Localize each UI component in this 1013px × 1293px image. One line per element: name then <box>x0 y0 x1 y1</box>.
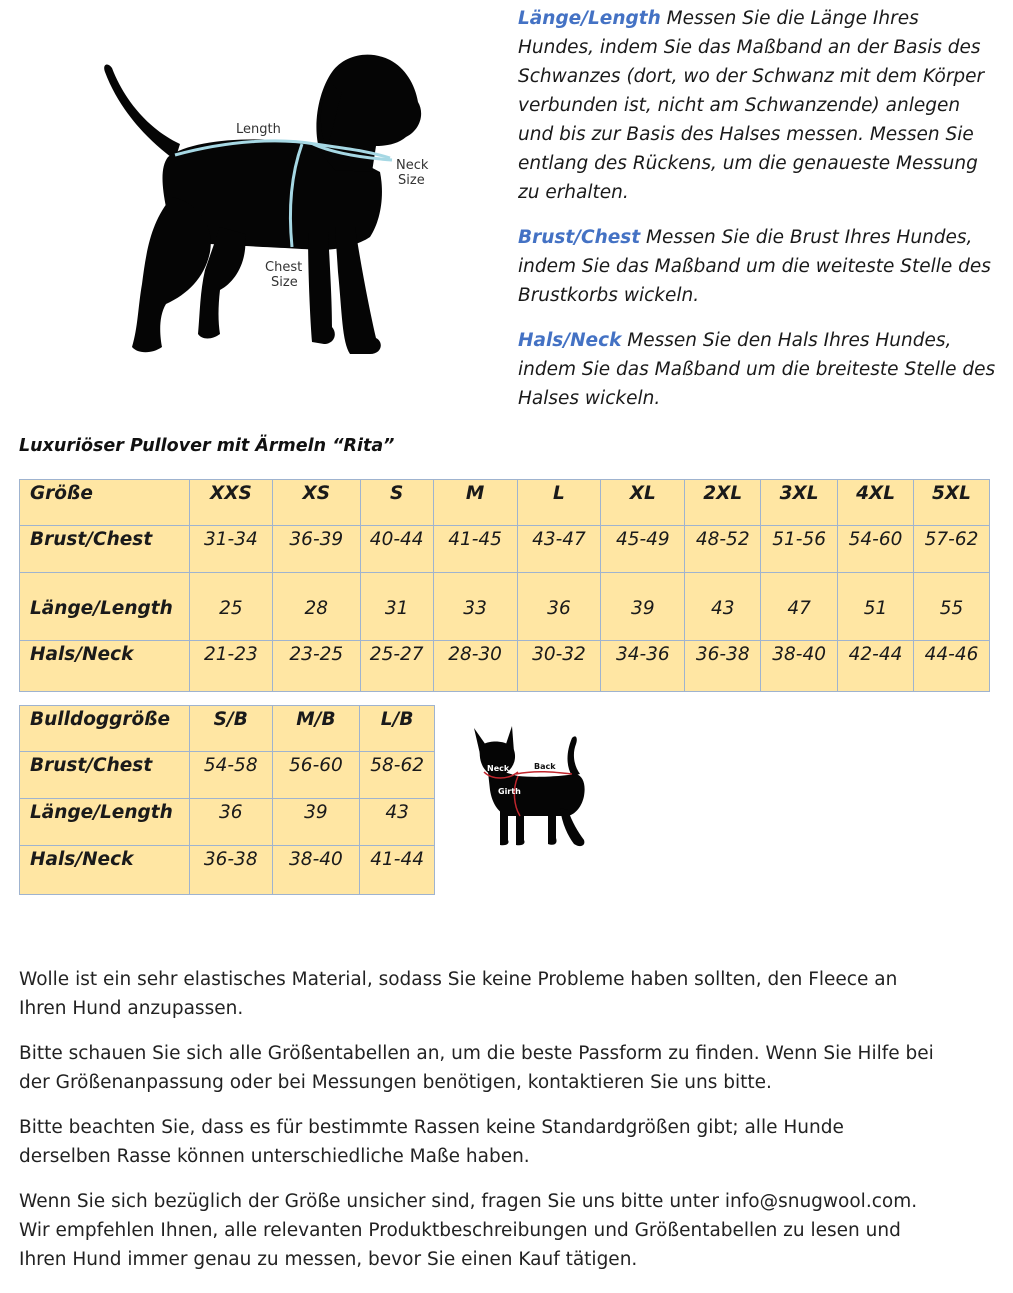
bulldog-size-table <box>19 705 435 895</box>
neck-term: Hals/Neck <box>518 330 622 351</box>
size-header-cell: 2XL <box>685 480 761 526</box>
table-cell: 48-52 <box>685 526 761 573</box>
bulldog-header-cell: L/B <box>360 706 435 752</box>
small-dog-silhouette <box>474 726 585 846</box>
table-cell: 36-38 <box>189 846 272 895</box>
size-header-cell: M <box>433 480 517 526</box>
table-cell: 36 <box>189 799 272 846</box>
chest-label-line2: Size <box>271 275 298 290</box>
table-row <box>20 752 435 799</box>
table-cell: 38-40 <box>272 846 360 895</box>
table-cell: 43-47 <box>517 526 601 573</box>
table-cell: 39 <box>272 799 360 846</box>
length-label: Length <box>236 122 281 137</box>
table-cell: 36-38 <box>685 641 761 692</box>
table-cell: 51 <box>838 573 914 641</box>
table-cell: 36-39 <box>272 526 360 573</box>
size-header-cell: S <box>360 480 433 526</box>
table-cell: 44-46 <box>913 641 989 692</box>
dog-silhouette <box>104 55 421 354</box>
table-cell: 54-60 <box>838 526 914 573</box>
small-dog-diagram <box>468 718 598 858</box>
table-cell: 31 <box>360 573 433 641</box>
table-cell: 43 <box>685 573 761 641</box>
row-label: Hals/Neck <box>20 641 190 692</box>
table-cell: 47 <box>761 573 838 641</box>
bulldog-header-label: Bulldoggröße <box>20 706 190 752</box>
bulldog-header-cell: S/B <box>189 706 272 752</box>
table-cell: 28 <box>272 573 360 641</box>
size-header-cell: XS <box>272 480 360 526</box>
table-cell: 45-49 <box>601 526 685 573</box>
chest-label-line1: Chest <box>265 260 303 275</box>
length-text: Messen Sie die Länge Ihres Hundes, indem Sie das Maßband an der Basis des Schwanzes (dort, wo der Schwanz mit dem Körper verbunden ist, nicht am Schwanzende) anlegen und bis zur Basis des Halses messen. Messen Sie entlang des Rückens, um die genaueste Messung zu erhalten. <box>518 8 985 203</box>
dog-measurement-diagram <box>80 22 440 367</box>
small-back-line <box>516 772 572 774</box>
length-instruction <box>518 4 998 207</box>
chest-term: Brust/Chest <box>518 227 641 248</box>
table-cell: 31-34 <box>189 526 272 573</box>
table-cell: 51-56 <box>761 526 838 573</box>
size-header-label: Größe <box>20 480 190 526</box>
footer-paragraph: Wolle ist ein sehr elastisches Material, sodass Sie keine Probleme haben sollten, den Fleece an Ihren Hund anzupassen. <box>19 969 898 1019</box>
neck-label-line1: Neck <box>396 158 429 173</box>
bulldog-header-row <box>20 706 435 752</box>
table-cell: 42-44 <box>838 641 914 692</box>
chest-text: Messen Sie die Brust Ihres Hundes, indem Sie das Maßband um die weiteste Stelle des Brustkorbs wickeln. <box>518 227 991 306</box>
table-row <box>20 526 990 573</box>
size-header-row <box>20 480 990 526</box>
size-header-cell: 4XL <box>838 480 914 526</box>
table-cell: 56-60 <box>272 752 360 799</box>
small-girth-label: Girth <box>498 787 521 796</box>
table-cell: 39 <box>601 573 685 641</box>
table-row <box>20 641 990 692</box>
size-header-cell: 5XL <box>913 480 989 526</box>
neck-label-line2: Size <box>398 173 425 188</box>
small-back-label: Back <box>534 762 556 771</box>
table-cell: 28-30 <box>433 641 517 692</box>
table-cell: 54-58 <box>189 752 272 799</box>
table-cell: 38-40 <box>761 641 838 692</box>
table-row <box>20 799 435 846</box>
table-cell: 57-62 <box>913 526 989 573</box>
row-label: Brust/Chest <box>20 526 190 573</box>
row-label: Hals/Neck <box>20 846 190 895</box>
neck-instruction <box>518 326 998 413</box>
footer-paragraph: Bitte schauen Sie sich alle Größentabellen an, um die beste Passform zu finden. Wenn Sie Hilfe bei der Größenanpassung oder bei Messungen benötigen, kontaktieren Sie uns bitte. <box>19 1043 934 1093</box>
row-label: Länge/Length <box>20 573 190 641</box>
row-label: Brust/Chest <box>20 752 190 799</box>
footer-paragraph: Wenn Sie sich bezüglich der Größe unsicher sind, fragen Sie uns bitte unter info@snugwool.com. Wir empfehlen Ihnen, alle relevanten Produktbeschreibungen und Größentabellen zu lesen und Ihren Hund immer genau zu messen, bevor Sie einen Kauf tätigen. <box>19 1191 918 1270</box>
table-cell: 55 <box>913 573 989 641</box>
table-row <box>20 573 990 641</box>
small-neck-label: Neck <box>487 764 510 773</box>
chest-instruction <box>518 223 998 310</box>
length-term: Länge/Length <box>518 8 661 29</box>
table-cell: 25-27 <box>360 641 433 692</box>
footer-notes <box>19 965 939 1290</box>
measurement-instructions <box>518 4 998 429</box>
table-cell: 25 <box>189 573 272 641</box>
neck-text: Messen Sie den Hals Ihres Hundes, indem Sie das Maßband um die breiteste Stelle des Halses wickeln. <box>518 330 996 409</box>
footer-paragraph: Bitte beachten Sie, dass es für bestimmte Rassen keine Standardgrößen gibt; alle Hunde derselben Rasse können unterschiedliche Maße haben. <box>19 1117 844 1167</box>
product-title: Luxuriöser Pullover mit Ärmeln “Rita” <box>19 436 395 456</box>
table-cell: 43 <box>360 799 435 846</box>
table-row <box>20 846 435 895</box>
size-header-cell: L <box>517 480 601 526</box>
table-cell: 41-45 <box>433 526 517 573</box>
table-cell: 41-44 <box>360 846 435 895</box>
table-cell: 33 <box>433 573 517 641</box>
size-header-cell: XXS <box>189 480 272 526</box>
table-cell: 40-44 <box>360 526 433 573</box>
row-label: Länge/Length <box>20 799 190 846</box>
table-cell: 58-62 <box>360 752 435 799</box>
table-cell: 30-32 <box>517 641 601 692</box>
table-cell: 36 <box>517 573 601 641</box>
bulldog-header-cell: M/B <box>272 706 360 752</box>
table-cell: 21-23 <box>189 641 272 692</box>
table-cell: 23-25 <box>272 641 360 692</box>
table-cell: 34-36 <box>601 641 685 692</box>
size-table <box>19 479 990 692</box>
size-header-cell: 3XL <box>761 480 838 526</box>
size-header-cell: XL <box>601 480 685 526</box>
